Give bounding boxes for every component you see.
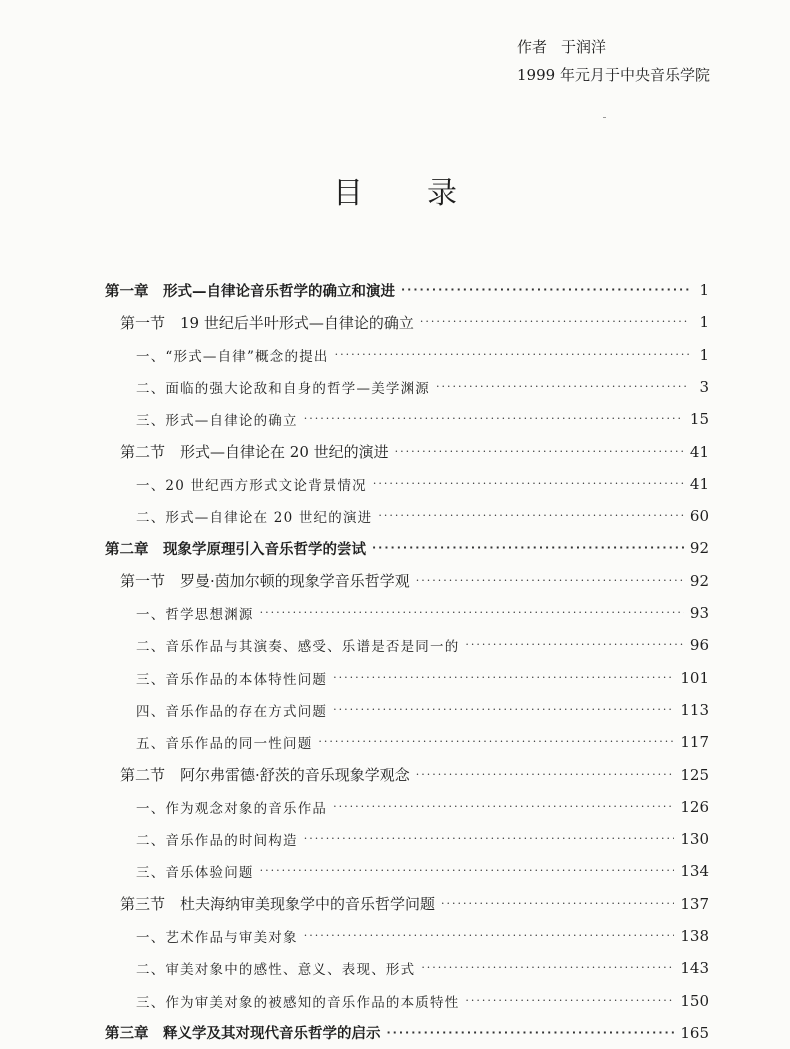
- toc-subsection-row: [136, 726, 709, 758]
- toc-dot-leader: [260, 597, 684, 629]
- toc-subsection-row: [136, 403, 709, 435]
- toc-entry-title: 三、音乐体验问题: [136, 865, 254, 882]
- toc-chapter-row: [105, 532, 709, 564]
- toc-dot-leader: [421, 952, 674, 984]
- toc-dot-leader: [304, 403, 684, 435]
- toc-entry-title: 一、艺术作品与审美对象: [136, 930, 298, 946]
- toc-page-number: 165: [680, 1023, 709, 1042]
- toc-section-row: [120, 565, 709, 597]
- toc-dot-leader: [416, 565, 684, 597]
- author-line: [517, 33, 710, 61]
- toc-subsection-row: [136, 791, 709, 823]
- toc-dot-leader: [335, 339, 689, 371]
- toc-chapter-row: [105, 1017, 709, 1049]
- toc-dot-leader: [304, 920, 675, 952]
- toc-dot-leader: [378, 500, 684, 532]
- toc-dot-leader: [318, 726, 674, 758]
- toc-entry-title: 三、音乐作品的本体特性问题: [136, 671, 328, 688]
- toc-dot-leader: [333, 662, 674, 694]
- toc-page-number: 41: [689, 474, 709, 493]
- toc-dot-leader: [401, 274, 689, 306]
- toc-subsection-row: [136, 597, 709, 629]
- toc-page-number: 1: [699, 313, 709, 332]
- toc-page-number: 117: [680, 733, 709, 752]
- toc-entry-title: 二、审美对象中的感性、意义、表现、形式: [136, 962, 416, 979]
- toc-page-number: 3: [699, 377, 709, 396]
- toc-page-number: 15: [689, 410, 709, 429]
- toc-dot-leader: [333, 791, 674, 823]
- toc-entry-title: 第三节 杜夫海纳审美现象学中的音乐哲学问题: [120, 895, 436, 914]
- scan-speck: [603, 117, 606, 118]
- toc-subsection-row: [136, 952, 709, 984]
- toc-page-number: 125: [680, 765, 709, 784]
- toc-page-number: 41: [689, 442, 709, 461]
- toc-section-row: [120, 306, 709, 338]
- toc-entry-title: 三、形式—自律论的确立: [136, 413, 298, 430]
- page-title: 目录: [333, 176, 521, 211]
- toc-entry-title: 一、作为观念对象的音乐作品: [136, 800, 328, 817]
- toc-page-number: 126: [680, 797, 709, 816]
- date-place-line: 1999 年元月于中央音乐学院: [517, 66, 710, 84]
- toc-entry-title: 五、音乐作品的同一性问题: [136, 736, 313, 753]
- toc-entry-title: 第一节 罗曼·茵加尔顿的现象学音乐哲学观: [120, 572, 410, 591]
- toc-entry-title: 第二节 形式—自律论在 20 世纪的演进: [120, 443, 389, 461]
- toc-page-number: 92: [689, 539, 709, 558]
- toc-dot-leader: [387, 1017, 675, 1049]
- toc-page-number: 130: [680, 830, 709, 849]
- toc-subsection-row: [136, 500, 709, 532]
- toc-page-number: 150: [680, 991, 709, 1010]
- toc-dot-leader: [465, 985, 674, 1017]
- toc-entry-title: 二、音乐作品的时间构造: [136, 833, 298, 850]
- toc-dot-leader: [304, 823, 675, 855]
- toc-page-number: 93: [689, 604, 709, 622]
- toc-entry-title: 一、哲学思想渊源: [136, 607, 254, 623]
- toc-section-row: [120, 888, 709, 920]
- toc-subsection-row: [136, 662, 709, 694]
- toc-dot-leader: [465, 629, 684, 661]
- toc-page-number: 113: [680, 700, 709, 719]
- toc-page-number: 134: [680, 862, 709, 881]
- toc-entry-title: 第一节 19 世纪后半叶形式—自律论的确立: [120, 313, 414, 332]
- toc-section-row: [120, 436, 709, 468]
- toc-dot-leader: [436, 371, 689, 403]
- toc-page-number: 96: [689, 636, 709, 655]
- toc-page-number: 60: [689, 507, 709, 526]
- toc-subsection-row: [136, 920, 709, 952]
- toc-subsection-row: [136, 468, 709, 500]
- toc-entry-title: 二、形式—自律论在 20 世纪的演进: [136, 510, 373, 527]
- toc-dot-leader: [395, 436, 684, 468]
- toc-entry-title: 第二节 阿尔弗雷德·舒茨的音乐现象学观念: [120, 766, 410, 784]
- toc-page-number: 101: [680, 668, 709, 687]
- toc-entry-title: 二、音乐作品与其演奏、感受、乐谱是否是同一的: [136, 639, 460, 656]
- toc-dot-leader: [441, 888, 674, 920]
- toc-subsection-row: [136, 694, 709, 726]
- toc-page-number: 1: [699, 345, 709, 364]
- toc-chapter-row: [105, 274, 709, 306]
- author-name: 于润洋: [561, 38, 607, 56]
- toc-entry-title: 四、音乐作品的存在方式问题: [136, 703, 328, 720]
- toc-entry-title: 三、作为审美对象的被感知的音乐作品的本质特性: [136, 994, 460, 1011]
- toc-subsection-row: [136, 371, 709, 403]
- toc-page-number: 1: [699, 281, 709, 299]
- toc-entry-title: 一、“形式—自律”概念的提出: [136, 348, 329, 365]
- byline: [517, 33, 710, 89]
- toc-dot-leader: [373, 468, 684, 500]
- toc-subsection-row: [136, 985, 709, 1017]
- toc-entry-title: 第一章 形式—自律论音乐哲学的确立和演进: [105, 283, 395, 300]
- toc-subsection-row: [136, 629, 709, 661]
- toc-page-number: 138: [680, 927, 709, 945]
- toc-dot-leader: [372, 532, 684, 564]
- toc-page-number: 143: [680, 959, 709, 978]
- toc-entry-title: 一、20 世纪西方形式文论背景情况: [136, 477, 367, 494]
- toc-entry-title: 二、面临的强大论敌和自身的哲学—美学渊源: [136, 380, 430, 397]
- toc-dot-leader: [260, 855, 675, 887]
- toc-dot-leader: [420, 306, 689, 338]
- toc-subsection-row: [136, 855, 709, 887]
- author-label: 作者: [517, 38, 548, 56]
- toc-entry-title: 第三章 释义学及其对现代音乐哲学的启示: [105, 1026, 381, 1043]
- toc-subsection-row: [136, 823, 709, 855]
- toc-section-row: [120, 759, 709, 791]
- toc-subsection-row: [136, 339, 709, 371]
- toc-page-number: 137: [680, 894, 709, 913]
- toc-dot-leader: [333, 694, 674, 726]
- toc-page-number: 92: [689, 571, 709, 590]
- toc-entry-title: 第二章 现象学原理引入音乐哲学的尝试: [105, 541, 366, 558]
- toc-dot-leader: [416, 759, 675, 791]
